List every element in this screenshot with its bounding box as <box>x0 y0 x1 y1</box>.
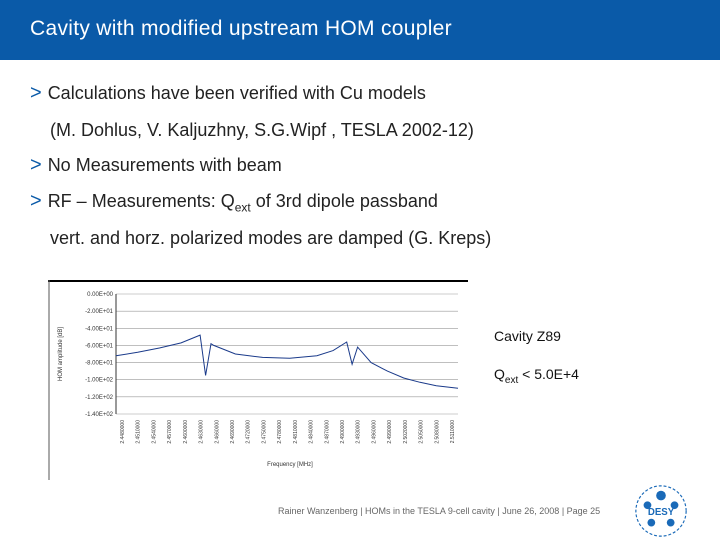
y-tick-label: -8.00E+01 <box>85 360 113 367</box>
y-axis-label: HOM amplitude [dB] <box>58 326 64 382</box>
y-tick-label: -1.20E+02 <box>85 394 113 401</box>
x-tick-label: 2.5110000 <box>450 420 456 444</box>
bullet-calculations <box>30 82 426 105</box>
x-tick-label: 2.4630000 <box>198 420 205 444</box>
desy-logo <box>632 482 690 540</box>
reference-line: (M. Dohlus, V. Kaljuzhny, S.G.Wipf , TESLA 2002-12) <box>50 120 474 140</box>
bullet-text-after: of 3rd dipole passband <box>250 191 438 211</box>
passband-spectrum-chart <box>48 280 468 480</box>
x-tick-label: 2.4570000 <box>167 420 174 444</box>
x-tick-label: 2.4660000 <box>214 420 221 444</box>
x-tick-label: 2.4510000 <box>135 420 142 444</box>
x-tick-label: 2.4990000 <box>387 420 394 444</box>
bullet-text-before: RF – Measurements: Q <box>47 191 235 211</box>
bullet-arrow-icon: > <box>30 82 42 104</box>
qext-q: Q <box>494 366 505 382</box>
bullet-rf-measurements <box>30 190 438 215</box>
bullet-no-measurements <box>30 154 282 177</box>
x-tick-label: 2.5080000 <box>434 420 441 444</box>
bullet-arrow-icon: > <box>30 154 42 176</box>
bullet-text: No Measurements with beam <box>47 155 282 175</box>
x-tick-label: 2.4900000 <box>340 420 346 444</box>
x-tick-label: 2.4840000 <box>308 420 315 444</box>
x-tick-label: 2.4690000 <box>230 420 236 444</box>
y-tick-label: -1.40E+02 <box>85 412 113 418</box>
x-tick-label: 2.5050000 <box>418 420 425 444</box>
x-tick-label: 2.4810000 <box>292 420 299 444</box>
x-tick-label: 2.4960000 <box>371 420 378 444</box>
x-tick-label: 2.4480000 <box>120 420 126 444</box>
logo-dot <box>656 491 666 501</box>
qext-value: < 5.0E+4 <box>518 366 579 382</box>
x-tick-label: 2.4720000 <box>245 420 252 444</box>
logo-dot <box>667 519 675 527</box>
qext-subscript: ext <box>504 374 519 386</box>
x-tick-label: 2.4930000 <box>355 420 362 444</box>
qext-label <box>494 366 579 386</box>
y-tick-label: -4.00E+01 <box>85 326 113 333</box>
bullet-text: Calculations have been verified with Cu models <box>47 83 426 103</box>
logo-dot <box>647 519 655 527</box>
x-tick-label: 2.4780000 <box>277 420 284 444</box>
title-bar <box>0 0 720 60</box>
bullet-arrow-icon: > <box>30 190 42 212</box>
logo-text: DESY <box>647 506 675 518</box>
x-tick-label: 2.4540000 <box>151 420 158 444</box>
polarization-line: vert. and horz. polarized modes are damped (G. Kreps) <box>50 228 492 248</box>
y-tick-label: 0.00E+00 <box>87 292 113 298</box>
y-tick-label: -1.00E+02 <box>85 377 113 384</box>
cavity-label: Cavity Z89 <box>494 328 561 344</box>
x-tick-label: 2.4870000 <box>324 420 331 444</box>
y-tick-label: -6.00E+01 <box>85 343 113 350</box>
x-tick-label: 2.4600000 <box>182 420 189 444</box>
footer-text: Rainer Wanzenberg | HOMs in the TESLA 9-cell cavity | June 26, 2008 | Page 25 <box>278 506 601 516</box>
bullet-subscript: ext <box>234 200 251 215</box>
x-axis-label: Frequency [MHz] <box>267 462 313 468</box>
x-tick-label: 2.5020000 <box>402 420 409 444</box>
x-tick-label: 2.4750000 <box>261 420 268 444</box>
page-title: Cavity with modified upstream HOM coupler <box>30 17 452 40</box>
y-tick-label: -2.00E+01 <box>85 309 113 316</box>
